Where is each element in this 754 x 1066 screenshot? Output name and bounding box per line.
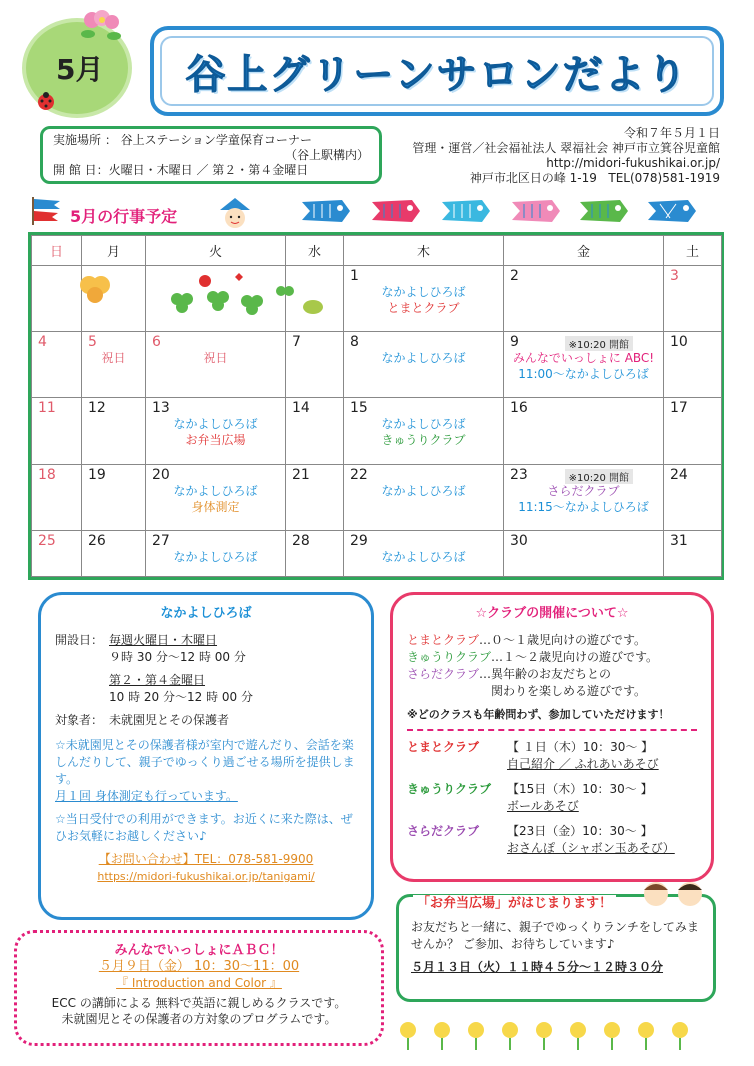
nakayoshi-link[interactable]: https://midori-fukushikai.or.jp/tanigami/ <box>97 870 315 883</box>
clubs-title: ☆クラブの開催について☆ <box>475 606 629 621</box>
clubs-note: ※どのクラスも年齢問わず、参加していただけます！ <box>407 708 670 721</box>
place-label: 実施場所 ： <box>53 133 117 147</box>
calendar-event: なかよしひろば <box>381 351 466 366</box>
opening-note: ※10:20 開館 <box>565 469 633 484</box>
title-frame <box>150 26 724 116</box>
calendar-event: なかよしひろば <box>381 549 466 564</box>
calendar-day-cell <box>82 530 146 576</box>
bento-date: ５月１３日（火）１１時４５分～１２時３０分 <box>411 960 664 974</box>
issue-date: 令和７年５月１日 <box>623 126 720 140</box>
salad-desc-2: 関わりを楽しめる遊びです。 <box>491 684 647 698</box>
day-number: 1 <box>350 268 359 284</box>
calendar-day-cell <box>146 398 286 464</box>
venue-info <box>40 126 382 184</box>
calendar-day-cell <box>344 332 504 398</box>
calendar-day-cell <box>504 266 664 332</box>
calendar-event: なかよしひろば <box>381 285 466 299</box>
calendar-day-cell <box>664 266 722 332</box>
calendar-week-row <box>32 464 722 530</box>
clover-decoration-icon <box>67 271 327 321</box>
day-number: 11 <box>38 400 56 417</box>
bento-text: お友だちと一緒に、親子でゆっくりランチをしてみませんか？ ご参加、お待ちしています♪ <box>411 920 699 951</box>
tomato-club: とまとクラブ <box>407 633 480 647</box>
salad-club: さらだクラブ <box>407 667 480 681</box>
day-number: 16 <box>510 400 528 417</box>
carp-pole-icon <box>30 195 66 225</box>
day-number: 19 <box>88 466 106 483</box>
day-number: 7 <box>292 334 301 351</box>
open-days-2: 第２・第４金曜日 <box>109 673 206 687</box>
day-header: 金 <box>504 236 664 266</box>
calendar-day-cell <box>344 266 504 332</box>
day-number: 27 <box>152 532 170 549</box>
schedule-tomato-act: 自己紹介 ／ ふれあいあそび <box>507 757 659 771</box>
divider <box>407 729 697 731</box>
koi-icon <box>440 198 490 224</box>
ladybug-icon <box>36 92 56 110</box>
calendar-event: 11:00～なかよしひろば <box>518 367 649 382</box>
kyuri-desc: …１～２歳児向けの遊びです。 <box>491 650 659 664</box>
day-number: 14 <box>292 400 310 417</box>
day-number: 23 <box>510 466 528 483</box>
calendar-day-cell <box>664 332 722 398</box>
day-number: 18 <box>38 466 56 483</box>
open-days-1: 毎週火曜日・木曜日 <box>109 633 218 647</box>
calendar-day-cell <box>82 332 146 398</box>
calendar-day-cell <box>32 332 82 398</box>
address: 神戸市北区日の峰 1-19 <box>469 171 597 185</box>
calendar-event: なかよしひろば <box>381 417 466 432</box>
nakayoshi-section <box>38 592 374 920</box>
calendar-day-cell <box>286 398 344 464</box>
calendar-day-cell <box>286 464 344 530</box>
koi-icon <box>578 198 628 224</box>
schedule-tomato-date: 【 １日（木）10：30～ 】 <box>507 740 654 754</box>
calendar-event: 祝日 <box>203 351 228 366</box>
opening-note: ※10:20 開館 <box>565 336 633 351</box>
calendar-week-row <box>32 530 722 576</box>
calendar-day-cell <box>82 398 146 464</box>
open-days: 火曜日・木曜日 ／ 第２・第４金曜日 <box>108 163 309 177</box>
calendar-day-cell <box>504 398 664 464</box>
day-number: 20 <box>152 466 170 483</box>
calendar-event: お弁当広場 <box>185 433 246 448</box>
abc-desc-1: ECC の講師による 無料で英語に親しめるクラスです。 <box>51 996 347 1010</box>
calendar-day-cell <box>146 530 286 576</box>
calendar-day-cell <box>504 530 664 576</box>
calendar-event: なかよしひろば <box>173 549 258 564</box>
day-number: 10 <box>670 334 688 351</box>
day-header: 火 <box>146 236 286 266</box>
schedule-kyuri-act: ボールあそび <box>507 799 579 813</box>
day-number: 12 <box>88 400 106 417</box>
abc-date: ５月９日（金） 10：30～11：00 <box>98 959 300 974</box>
calendar-event: 身体測定 <box>191 499 240 514</box>
day-number: 6 <box>152 334 161 351</box>
calendar-day-cell <box>32 398 82 464</box>
salad-desc: …異年齢のお友だちとの <box>479 667 612 681</box>
calendar-day-cell <box>146 332 286 398</box>
calendar-event: なかよしひろば <box>381 483 466 498</box>
day-number: 22 <box>350 466 368 483</box>
place: 谷上ステーション学童保育コーナー <box>120 133 312 147</box>
koi-icon <box>300 198 350 224</box>
day-header: 土 <box>664 236 722 266</box>
koi-icon <box>510 198 560 224</box>
day-number: 3 <box>670 268 679 284</box>
day-number: 9 <box>510 334 519 351</box>
open-label: 開 館 日： <box>53 163 109 177</box>
day-number: 2 <box>510 268 519 284</box>
calendar-day-cell <box>504 464 664 530</box>
day-number: 15 <box>350 400 368 417</box>
contact: 【お問い合わせ】TEL：078-581-9900 <box>98 852 314 866</box>
calendar-week-row <box>32 398 722 464</box>
abc-title: みんなでいっしょにＡＢＣ！ <box>114 943 284 958</box>
day-header: 日 <box>32 236 82 266</box>
calendar-day-cell <box>344 530 504 576</box>
schedule-kyuri-name: きゅうりクラブ <box>407 782 492 796</box>
page-title: 谷上グリーンサロンだより <box>185 51 689 98</box>
calendar-event: とまとクラブ <box>387 301 460 315</box>
walkin-note: ☆当日受付での利用ができます。お近くに来た際は、ぜひお気軽にお越しください♪ <box>55 812 353 843</box>
koi-icon <box>370 198 420 224</box>
day-number: 26 <box>88 532 106 549</box>
calendar-day-cell <box>32 530 82 576</box>
measure-note: 月１回 身体測定も行っています。 <box>55 789 238 803</box>
calendar-event: なかよしひろば <box>173 417 258 432</box>
day-number: 30 <box>510 532 528 549</box>
target-label: 対象者： <box>55 713 104 727</box>
day-number: 31 <box>670 532 688 549</box>
day-number: 5 <box>88 334 97 351</box>
open-days-label: 開設日： <box>55 633 104 647</box>
day-number: 17 <box>670 400 688 417</box>
calendar-event: なかよしひろば <box>173 483 258 498</box>
place-sub: （谷上駅構内） <box>284 148 369 162</box>
calendar-header-row <box>32 236 722 266</box>
abc-desc-2: 未就園児とその保護者の方対象のプログラムです。 <box>61 1012 337 1026</box>
calendar-day-cell <box>32 464 82 530</box>
kabuto-kid-icon <box>210 196 260 230</box>
schedule-salad-act: おさんぽ（シャボン玉あそび） <box>507 841 675 855</box>
nakayoshi-title: なかよしひろば <box>160 606 252 621</box>
phone: TEL(078)581-1919 <box>608 171 720 185</box>
publisher-info <box>390 126 720 186</box>
schedule-salad-date: 【23日（金）10：30～ 】 <box>507 824 653 838</box>
calendar-day-cell <box>504 332 664 398</box>
website-url[interactable]: http://midori-fukushikai.or.jp/ <box>546 156 720 170</box>
day-number: 13 <box>152 400 170 417</box>
day-header: 水 <box>286 236 344 266</box>
day-number: 24 <box>670 466 688 483</box>
operator: 管理・運営／社会福祉法人 翠福社会 神戸市立箕谷児童館 <box>412 141 720 155</box>
calendar-event: 祝日 <box>101 351 126 366</box>
nakayoshi-desc: ☆未就園児とその保護者様が室内で遊んだり、会話を楽しんだりして、親子でゆっくり過ごせる場所を提供します。 <box>55 738 355 786</box>
day-number: 25 <box>38 532 56 549</box>
calendar-event: きゅうりクラブ <box>381 433 466 448</box>
day-number: 8 <box>350 334 359 351</box>
month-label: 5月 <box>56 53 104 86</box>
koi-icon <box>646 198 696 224</box>
tomato-desc: …０～１歳児向けの遊びです。 <box>479 633 647 647</box>
open-time-2: 10 時 20 分～12 時 00 分 <box>109 690 253 704</box>
day-number: 28 <box>292 532 310 549</box>
calendar-day-cell <box>82 464 146 530</box>
calendar-day-cell <box>286 530 344 576</box>
flower-icon <box>78 8 124 44</box>
day-number: 29 <box>350 532 368 549</box>
calendar <box>28 232 724 580</box>
calendar-day-cell <box>664 530 722 576</box>
schedule-kyuri-date: 【15日（木）10：30～ 】 <box>507 782 653 796</box>
schedule-tomato-name: とまとクラブ <box>407 740 480 754</box>
calendar-event: さらだクラブ <box>547 483 620 498</box>
abc-subtitle: 『 Introduction and Color 』 <box>116 976 282 990</box>
calendar-week-row <box>32 332 722 398</box>
target: 未就園児とその保護者 <box>109 713 230 727</box>
day-header: 月 <box>82 236 146 266</box>
calendar-event: みんなでいっしょに ABC! <box>512 351 655 366</box>
day-number: 21 <box>292 466 310 483</box>
clubs-section <box>390 592 714 882</box>
calendar-day-cell <box>664 464 722 530</box>
calendar-event: 11:15～なかよしひろば <box>518 499 649 514</box>
day-number: 4 <box>38 334 47 351</box>
open-time-1: ９時 30 分～12 時 00 分 <box>109 650 246 664</box>
events-title: 5月の行事予定 <box>70 207 178 226</box>
abc-section <box>14 930 384 1046</box>
calendar-day-cell <box>146 464 286 530</box>
calendar-day-cell <box>344 398 504 464</box>
schedule-salad-name: さらだクラブ <box>407 824 480 838</box>
calendar-day-cell <box>286 332 344 398</box>
bento-title: 「お弁当広場」がはじまります！ <box>413 895 616 912</box>
day-header: 木 <box>344 236 504 266</box>
children-icon <box>636 876 712 912</box>
kyuri-club: きゅうりクラブ <box>407 650 492 664</box>
sunflower-row-icon <box>396 1012 716 1052</box>
calendar-day-cell <box>664 398 722 464</box>
calendar-day-cell <box>344 464 504 530</box>
